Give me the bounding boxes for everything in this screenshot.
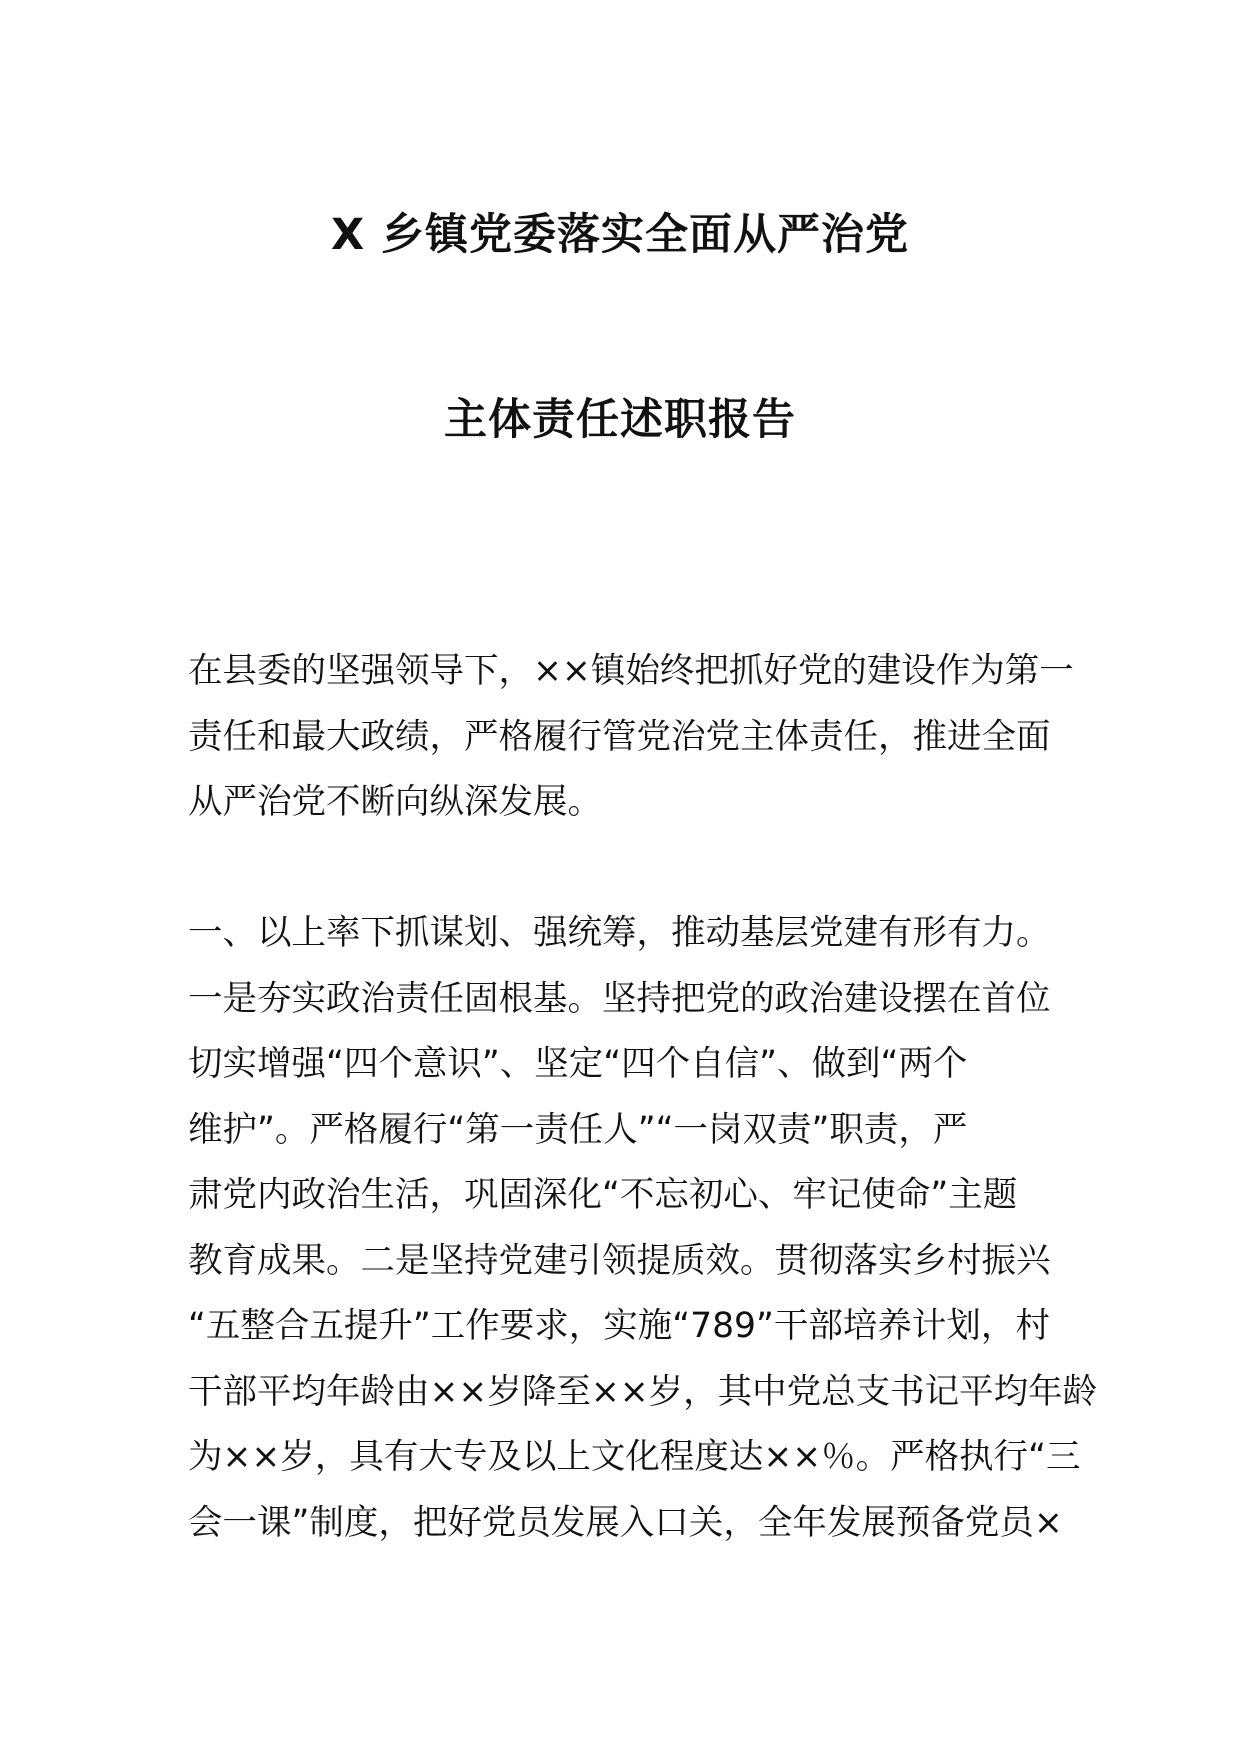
section-line-3: 切实增强“四个意识”、坚定“四个自信”、做到“两个	[188, 1044, 968, 1084]
intro-line-1: 在县委的坚强领导下，××镇始终把抓好党的建设作为第一	[188, 651, 1074, 691]
document-title-line-1: X 乡镇党委落实全面从严治党	[330, 210, 910, 260]
section-line-10: 会一课”制度，把好党员发展入口关，全年发展预备党员×	[188, 1502, 1063, 1543]
intro-paragraph	[188, 639, 1074, 836]
section-line-4: 维护”。严格履行“第一责任人”“一岗双责”职责，严	[188, 1109, 968, 1150]
section-line-2: 一是夯实政治责任固根基。坚持把党的政治建设摆在首位	[188, 978, 1051, 1019]
section-line-7: “五整合五提升”工作要求，实施“789”干部培养计划，村	[188, 1306, 1050, 1346]
intro-line-3: 从严治党不断向纵深发展。	[188, 782, 602, 822]
section-heading-line: 一、以上率下抓谋划、强统筹，推动基层党建有形有力。	[188, 913, 1051, 953]
section-line-8: 干部平均年龄由××岁降至××岁，其中党总支书记平均年龄	[188, 1371, 1098, 1412]
section-one-paragraph	[188, 901, 1098, 1556]
document-title-line-2: 主体责任述职报告	[444, 395, 796, 445]
section-line-6: 教育成果。二是坚持党建引领提质效。贯彻落实乡村振兴	[188, 1240, 1051, 1281]
intro-line-2: 责任和最大政绩，严格履行管党治党主体责任，推进全面	[188, 716, 1051, 757]
section-line-5: 肃党内政治生活，巩固深化“不忘初心、牢记使命”主题	[188, 1175, 1018, 1215]
section-line-9: 为××岁，具有大专及以上文化程度达××％。严格执行“三	[188, 1437, 1081, 1477]
